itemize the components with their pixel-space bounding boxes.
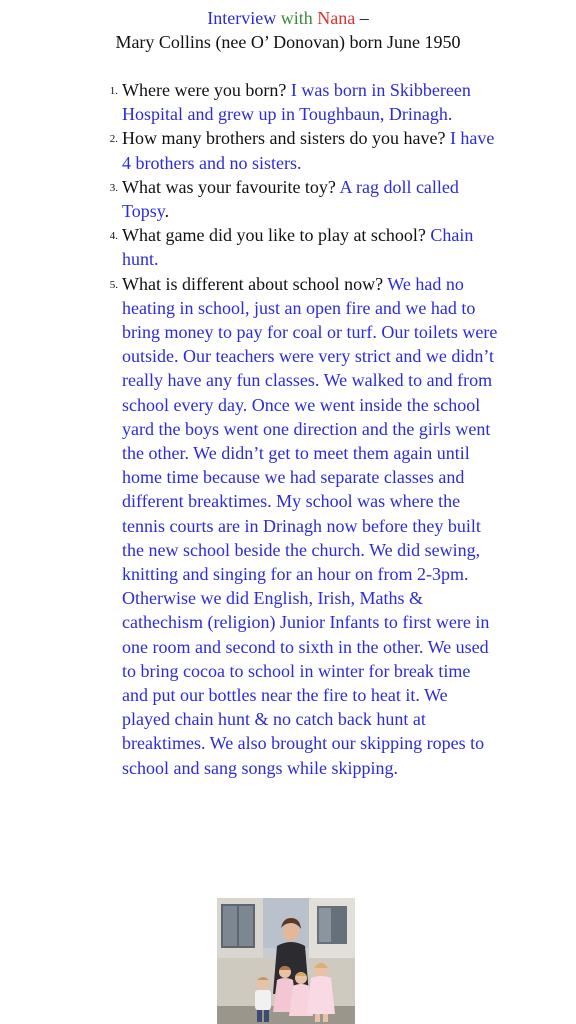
question-text: What is different about school now? bbox=[122, 273, 384, 294]
page-header bbox=[0, 6, 576, 54]
interview-list bbox=[100, 78, 500, 780]
title-dash: – bbox=[359, 8, 369, 28]
question-text: What was your favourite toy? bbox=[122, 176, 336, 197]
question-text: Where were you born? bbox=[122, 80, 287, 100]
item-number: 5 . bbox=[104, 273, 118, 297]
title-line bbox=[0, 6, 576, 30]
answer-text: Chain hunt. bbox=[122, 225, 474, 270]
item-number: 2 . bbox=[104, 127, 118, 151]
title-word-with: with bbox=[280, 8, 313, 28]
title-word-interview: Interview bbox=[207, 8, 277, 28]
answer-text: We had no heating in school, just an open fire and we had to bring money to pay for coal or turf. Our toilets were outside. Our teachers were very strict and we didn’t really have any fun classes. We walked to and from school every day. Once we went inside the school yard the boys went one direction and the girls went the other. We didn’t get to meet them again until home time because we had separate classes and different breaktimes. My school was where the tennis courts are in Drinagh now before they built the new school beside the church. We did sewing, knitting and singing for an hour on from 2-3pm. Otherwise we did English, Irish, Maths & cathechism (religion) Junior Infants to first were in one room and second to sixth in the other. We used to bring cocoa to school in winter for break time and put our bottles near the fire to heat it. We played chain hunt & no catch back hunt at breaktimes. We also brought our skipping ropes to school and sang songs while skipping. bbox=[122, 273, 498, 778]
answer-text: A rag doll called Topsy bbox=[122, 176, 459, 222]
list-item bbox=[100, 272, 500, 780]
list-item bbox=[100, 223, 500, 271]
question-text: How many brothers and sisters do you have? bbox=[122, 128, 446, 149]
question-text: What game did you like to play at school? bbox=[122, 225, 426, 246]
list-item bbox=[100, 126, 500, 174]
list-item bbox=[100, 78, 500, 126]
family-photo bbox=[217, 898, 355, 1024]
item-number: 3 . bbox=[104, 176, 118, 200]
title-word-nana: Nana bbox=[317, 8, 356, 28]
subtitle-line: Mary Collins (nee O’ Donovan) born June 1950 bbox=[115, 32, 461, 52]
answer-text: I have 4 brothers and no sisters. bbox=[122, 128, 495, 173]
answer-text: I was born in Skibbereen Hospital and grew up in Toughbaun, Drinagh. bbox=[122, 80, 471, 125]
item-number: 4 . bbox=[104, 224, 118, 248]
item-number: 1 . bbox=[104, 79, 118, 103]
family-photo-illustration bbox=[217, 898, 355, 1024]
list-item bbox=[100, 175, 500, 223]
answer-period: . bbox=[164, 201, 170, 222]
